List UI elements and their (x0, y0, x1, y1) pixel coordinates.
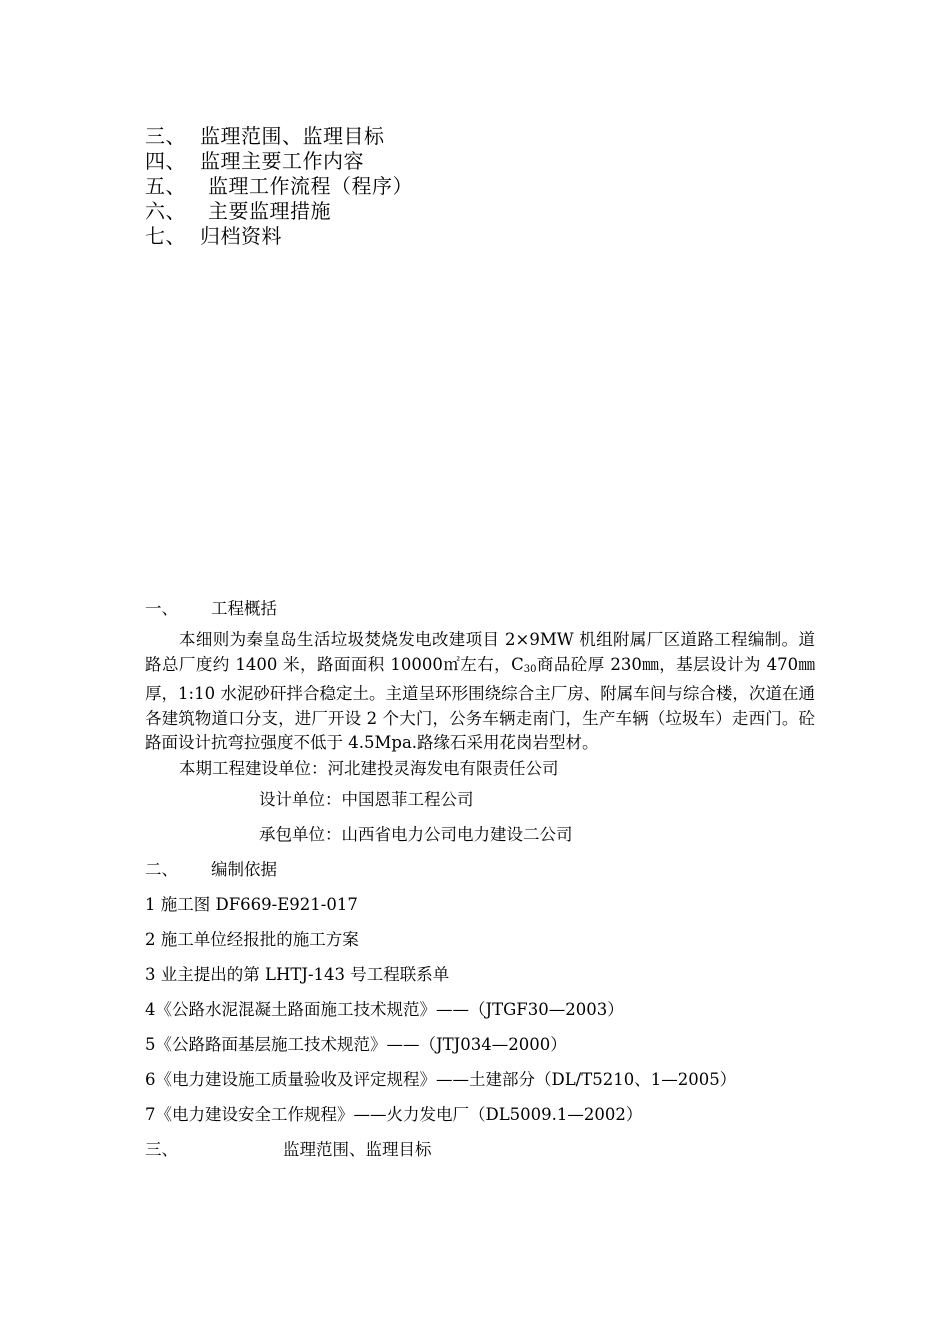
section-title: 监理范围、监理目标 (283, 1139, 432, 1159)
basis-list-item: 5《公路路面基层施工技术规范》——（JTJ034—2000） (145, 1034, 567, 1054)
toc-item-number: 四、 (145, 149, 186, 173)
toc-item-title: 监理范围、监理目标 (200, 124, 385, 148)
section-title: 编制依据 (211, 859, 277, 879)
section-heading-overview (145, 596, 815, 622)
toc-item-number: 六、 (145, 199, 186, 223)
basis-list-item: 6《电力建设施工质量验收及评定规程》——土建部分（DL/T5210、1—2005） (145, 1069, 737, 1089)
section-heading-scope (145, 1132, 815, 1167)
toc-item (145, 124, 745, 149)
toc-item (145, 199, 745, 224)
document-body (145, 596, 815, 1167)
toc-item-title: 主要监理措施 (208, 199, 331, 223)
section-number: 三、 (145, 1139, 178, 1159)
toc-item-number: 七、 (145, 224, 186, 248)
section-number: 一、 (145, 599, 178, 618)
toc-item-number: 三、 (145, 124, 186, 148)
toc-item-title: 归档资料 (200, 224, 282, 248)
section-number: 二、 (145, 859, 178, 879)
basis-list-item: 7《电力建设安全工作规程》——火力发电厂（DL5009.1—2002） (145, 1104, 643, 1124)
toc-item (145, 224, 745, 249)
designer-unit-line: 设计单位：中国恩菲工程公司 (259, 789, 474, 809)
basis-list-item: 4《公路水泥混凝土路面施工技术规范》——（JTGF30—2003） (145, 999, 624, 1019)
project-overview-paragraph (145, 628, 815, 756)
toc-item (145, 174, 745, 199)
section-title: 工程概括 (211, 599, 277, 618)
toc-item-number: 五、 (145, 174, 186, 198)
section-heading-basis (145, 852, 815, 887)
basis-list-item: 2 施工单位经报批的施工方案 (145, 929, 359, 949)
basis-list-item: 1 施工图 DF669-E921-017 (145, 894, 358, 914)
table-of-contents (145, 124, 745, 249)
toc-item (145, 149, 745, 174)
overview-text-part-2: 商品砼厚 230㎜，基层设计为 470㎜厚，1:10 水泥砂矸拌合稳定土。主道呈环形围绕综合主厂房、附属车间与综合楼，次道在通各建筑物道口分支，进厂开设 2 个大门，公务车辆走南门，生产车辆（垃圾车）走西门。砼路面设计抗弯拉强度不低于 4.5Mpa.路缘石采用花岗岩型材。 (145, 654, 816, 753)
overview-text-part-1: 本细则为秦皇岛生活垃圾焚烧发电改建项目 2×9MW 机组附属厂区道路工程编制。道路总厂度约 1400 米，路面面积 10000㎡左右，C (145, 630, 815, 674)
contractor-unit-line: 承包单位：山西省电力公司电力建设二公司 (259, 824, 573, 844)
toc-item-title: 监理工作流程（程序） (208, 174, 413, 198)
builder-unit-line: 本期工程建设单位：河北建投灵海发电有限责任公司 (179, 758, 559, 778)
concrete-grade-subscript: 30 (523, 663, 537, 675)
toc-item-title: 监理主要工作内容 (200, 149, 364, 173)
basis-list-item: 3 业主提出的第 LHTJ-143 号工程联系单 (145, 964, 450, 984)
